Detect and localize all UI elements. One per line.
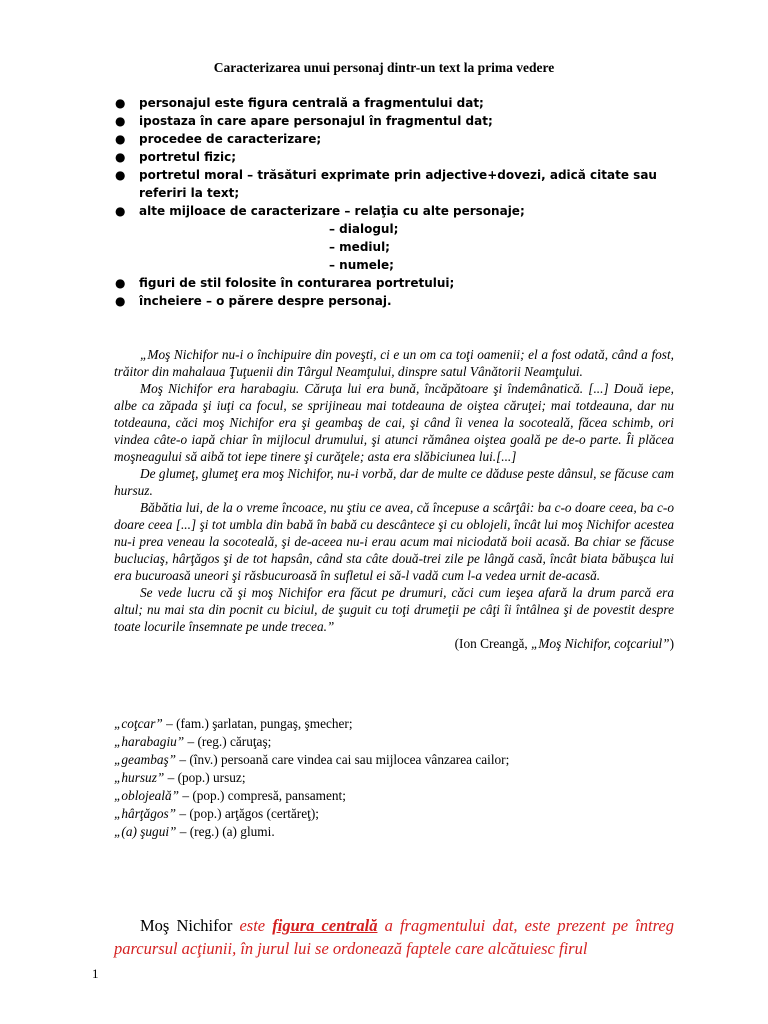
character-name: Moş Nichifor	[140, 916, 233, 935]
bullet-icon: ●	[115, 132, 126, 146]
list-item: ● încheiere – o părere despre personaj.	[115, 294, 392, 308]
glossary-entry: „(a) şugui” – (reg.) (a) glumi.	[114, 824, 275, 839]
list-item: ● portretul fizic;	[115, 150, 237, 164]
list-item: ● personajul este figura centrală a fragmentului dat;	[115, 96, 484, 110]
sub-item: – dialogul;	[329, 222, 399, 236]
sub-item: – mediul;	[329, 240, 390, 254]
bullet-icon: ●	[115, 204, 126, 218]
highlight-phrase: figura centrală	[272, 916, 378, 935]
quoted-fragment	[114, 346, 674, 652]
glossary-entry: „hârţăgos” – (pop.) arţăgos (certăreţ);	[114, 806, 319, 821]
quote-paragraph: „Moş Nichifor nu-i o închipuire din poveşti, ci e un om ca toţi oamenii; el a fost odată, când a fost, trăitor din mahalaua Ţuţuenii din Târgul Neamţului, dinspre satul Vânătorii Neamţului.	[114, 347, 674, 379]
criteria-list	[113, 94, 683, 310]
bullet-icon: ●	[115, 294, 126, 308]
bullet-icon: ●	[115, 96, 126, 110]
quote-paragraph: Băbătia lui, de la o vreme încoace, nu ştiu ce avea, că începuse a scârţâi: ba c-o doare ceea, ba c-o doare ceea [...] şi tot umbla din babă în babă cu descântece şi cu oblojeli, încât lui moş Nichifor acestea nu-i prea veneau la socoteală, şi de-aceea nu-i erau acum mai niciodată boii acasă. Ba chiar se făcuse bucluciaş, hârţăgos şi de tot hapsân, când sta câte două-trei zile pe lângă casă, încât biata băbuşca lui era bucuroasă uneori şi răsbucuroasă în sufletul ei să-l vadă cum l-a vedea urnit de-acasă.	[114, 500, 674, 583]
bullet-icon: ●	[115, 114, 126, 128]
glossary-entry: „geambaş” – (înv.) persoană care vindea cai sau mijlocea vânzarea cailor;	[114, 752, 510, 767]
quote-paragraph: Se vede lucru că şi moş Nichifor era făcut pe drumuri, căci cum ieşea afară la drum parcă era altul; nu mai sta din pocnit cu biciul, de şuguit cu toţi drumeţii pe câţi îi întâlnea şi de povestit despre toate locurile însemnate pe unde trecea.”	[114, 585, 674, 634]
page-number: 1	[92, 966, 99, 981]
glossary-entry: „harabagiu” – (reg.) căruţaş;	[114, 734, 272, 749]
analysis-paragraph: Moş Nichifor este figura centrală a fragmentului dat, este prezent pe întreg parcursul acţiunii, în jurul lui se ordonează faptele care alcătuiesc firul	[114, 916, 674, 958]
glossary-entry: „oblojeală” – (pop.) compresă, pansament;	[114, 788, 346, 803]
list-item: ● portretul moral – trăsături exprimate prin adjective+dovezi, adică citate sau referiri la text;	[115, 168, 657, 200]
quote-source: (Ion Creangă, „Moş Nichifor, coţcariul”)	[454, 636, 674, 651]
glossary-entry: „hursuz” – (pop.) ursuz;	[114, 770, 246, 785]
glossary	[114, 715, 674, 841]
glossary-entry: „coţcar” – (fam.) şarlatan, pungaş, şmecher;	[114, 716, 353, 731]
bullet-icon: ●	[115, 168, 126, 182]
list-item: ● figuri de stil folosite în conturarea portretului;	[115, 276, 455, 290]
list-item: ● alte mijloace de caracterizare – relaţia cu alte personaje;	[115, 204, 525, 218]
list-item: ● procedee de caracterizare;	[115, 132, 322, 146]
page-title: Caracterizarea unui personaj dintr-un text la prima vedere	[213, 60, 555, 75]
sub-item: – numele;	[329, 258, 394, 272]
bullet-icon: ●	[115, 150, 126, 164]
list-item: ● ipostaza în care apare personajul în fragmentul dat;	[115, 114, 493, 128]
quote-paragraph: De glumeţ, glumeţ era moş Nichifor, nu-i vorbă, dar de multe ce dăduse peste dânsul, se făcuse cam hursuz.	[114, 466, 674, 498]
quote-paragraph: Moş Nichifor era harabagiu. Căruţa lui era bună, încăpătoare şi îndemânatică. [...] Două iepe, albe ca zăpada şi iuţi ca focul, se sprijineau mai totdeauna de oiştea căruţei; mai totdeauna, dar nu totdeauna, căci moş Nichifor era şi geambaş de cai, şi când îi venea la socoteală, făcea schimb, ori vindea câte-o iapă chiar în mijlocul drumului, şi atunci rămânea oiştea goală pe de-o parte. Îi plăcea moşneagului să aibă tot iepe tinere şi curăţele; asta era slăbiciunea lui.[...]	[114, 381, 674, 464]
bullet-icon: ●	[115, 276, 126, 290]
